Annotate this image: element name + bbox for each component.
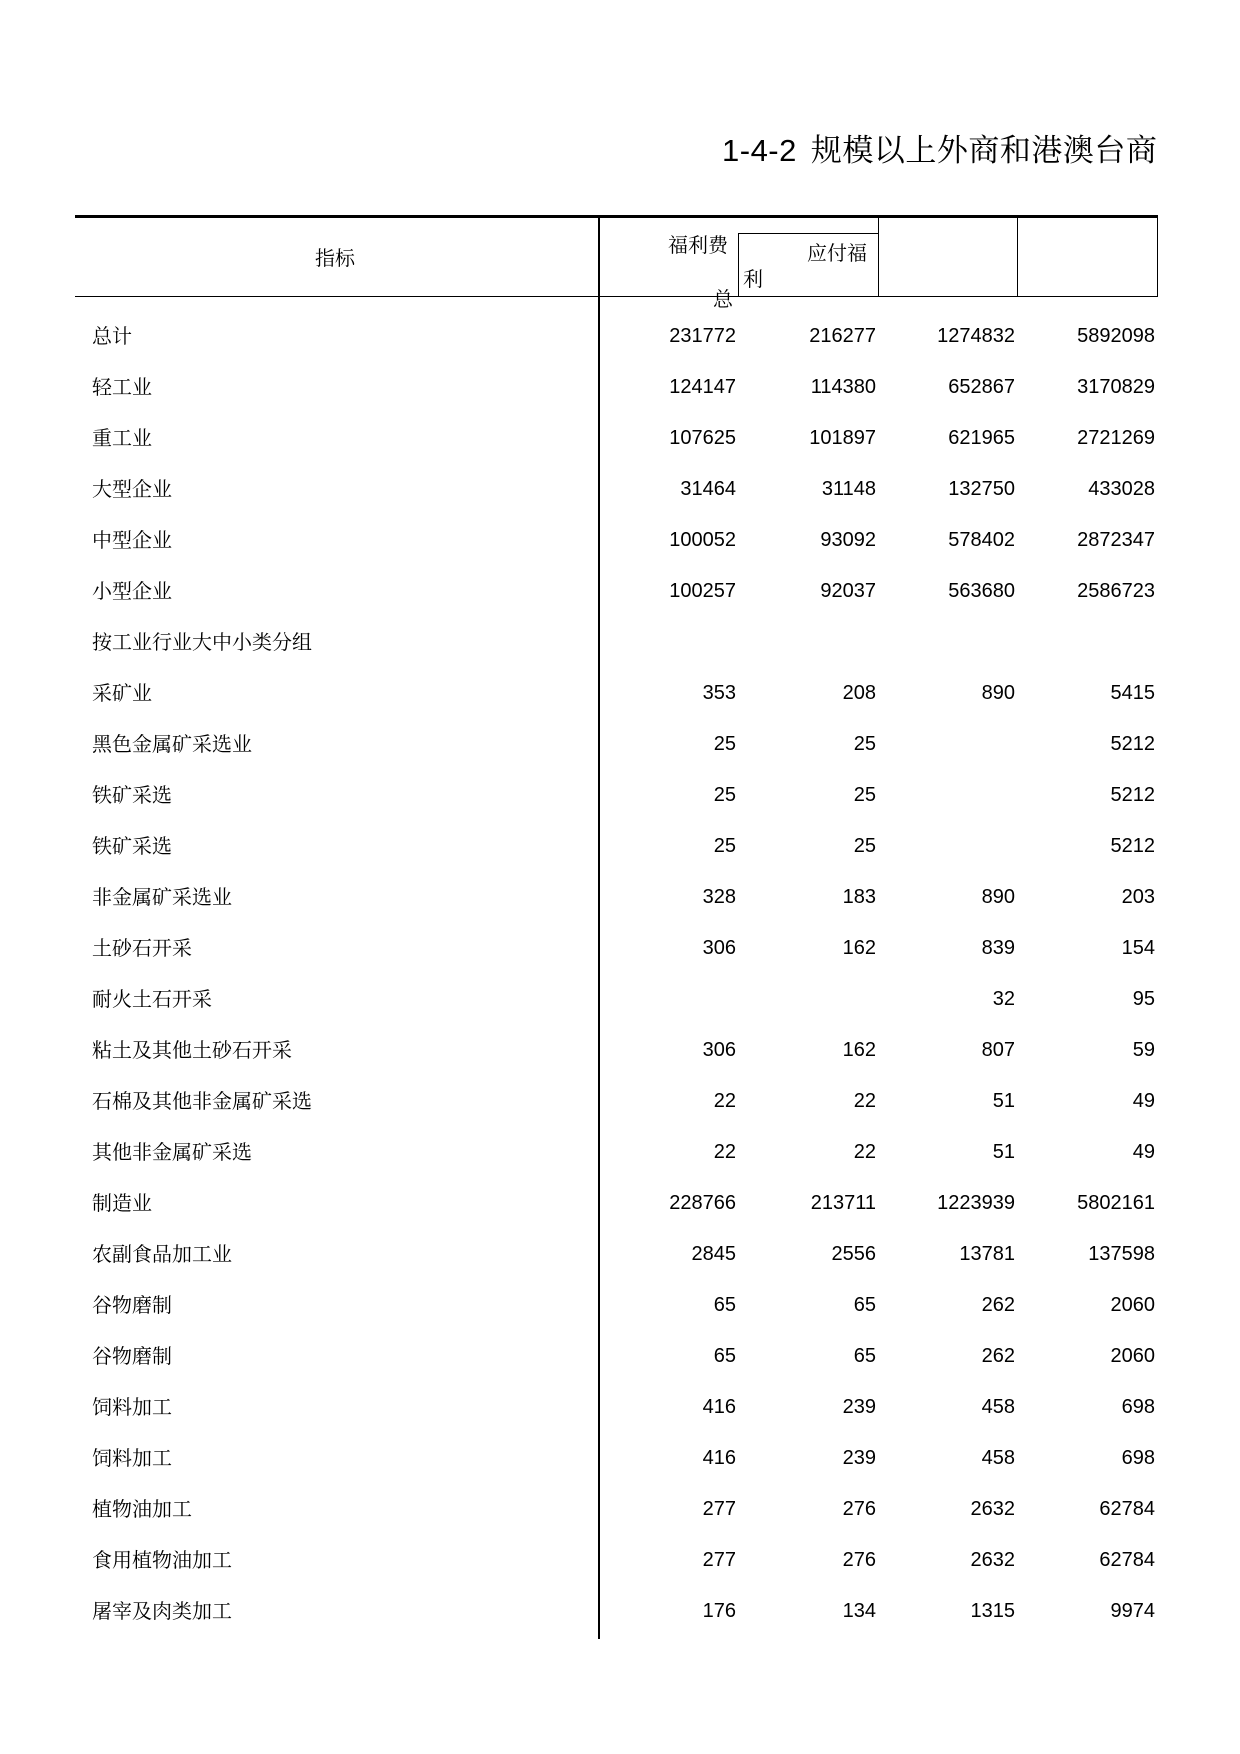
header-welfare-payable: 应付福 bbox=[807, 241, 867, 265]
table-row: 铁矿采选 25 25 5212 bbox=[92, 834, 1155, 858]
table-row: 非金属矿采选业 328 183 890 203 bbox=[92, 885, 1155, 909]
table-row: 轻工业 124147 114380 652867 3170829 bbox=[92, 375, 1155, 399]
table-row: 按工业行业大中小类分组 bbox=[92, 630, 312, 654]
table-title-text: 规模以上外商和港澳台商 bbox=[810, 133, 1158, 169]
table-row: 饲料加工 416 239 458 698 bbox=[92, 1395, 1155, 1419]
table-row: 石棉及其他非金属矿采选 22 22 51 49 bbox=[92, 1089, 1155, 1113]
table-row: 饲料加工 416 239 458 698 bbox=[92, 1446, 1155, 1470]
table-code: 1-4-2 bbox=[722, 133, 797, 168]
table-row: 谷物磨制 65 65 262 2060 bbox=[92, 1293, 1155, 1317]
table-row: 采矿业 353 208 890 5415 bbox=[92, 681, 1155, 705]
table-row: 制造业 228766 213711 1223939 5802161 bbox=[92, 1191, 1155, 1215]
table-row: 其他非金属矿采选 22 22 51 49 bbox=[92, 1140, 1155, 1164]
table-row: 土砂石开采 306 162 839 154 bbox=[92, 936, 1155, 960]
table-row: 重工业 107625 101897 621965 2721269 bbox=[92, 426, 1155, 450]
page-title bbox=[722, 126, 1158, 176]
table-row: 耐火土石开采 32 95 bbox=[92, 987, 1155, 1011]
header-welfare-expense-cont: 总 bbox=[713, 287, 733, 311]
header-indicator: 指标 bbox=[315, 246, 355, 270]
table-row: 黑色金属矿采选业 25 25 5212 bbox=[92, 732, 1155, 756]
table-row: 农副食品加工业 2845 2556 13781 137598 bbox=[92, 1242, 1155, 1266]
table-header bbox=[0, 218, 1240, 311]
header-bottom-rule bbox=[75, 296, 1158, 297]
table-row: 小型企业 100257 92037 563680 2586723 bbox=[92, 579, 1155, 603]
table-row: 粘土及其他土砂石开采 306 162 807 59 bbox=[92, 1038, 1155, 1062]
table-row: 大型企业 31464 31148 132750 433028 bbox=[92, 477, 1155, 501]
table-row: 屠宰及肉类加工 176 134 1315 9974 bbox=[92, 1599, 1155, 1623]
header-welfare-expense: 福利费 bbox=[668, 233, 728, 257]
table-row: 食用植物油加工 277 276 2632 62784 bbox=[92, 1548, 1155, 1572]
table-row: 铁矿采选 25 25 5212 bbox=[92, 783, 1155, 807]
header-welfare-payable-cont: 利 bbox=[743, 267, 763, 291]
table-row: 谷物磨制 65 65 262 2060 bbox=[92, 1344, 1155, 1368]
table-row: 总计 231772 216277 1274832 5892098 bbox=[92, 324, 1155, 348]
table-row: 植物油加工 277 276 2632 62784 bbox=[92, 1497, 1155, 1521]
table-row: 中型企业 100052 93092 578402 2872347 bbox=[92, 528, 1155, 552]
